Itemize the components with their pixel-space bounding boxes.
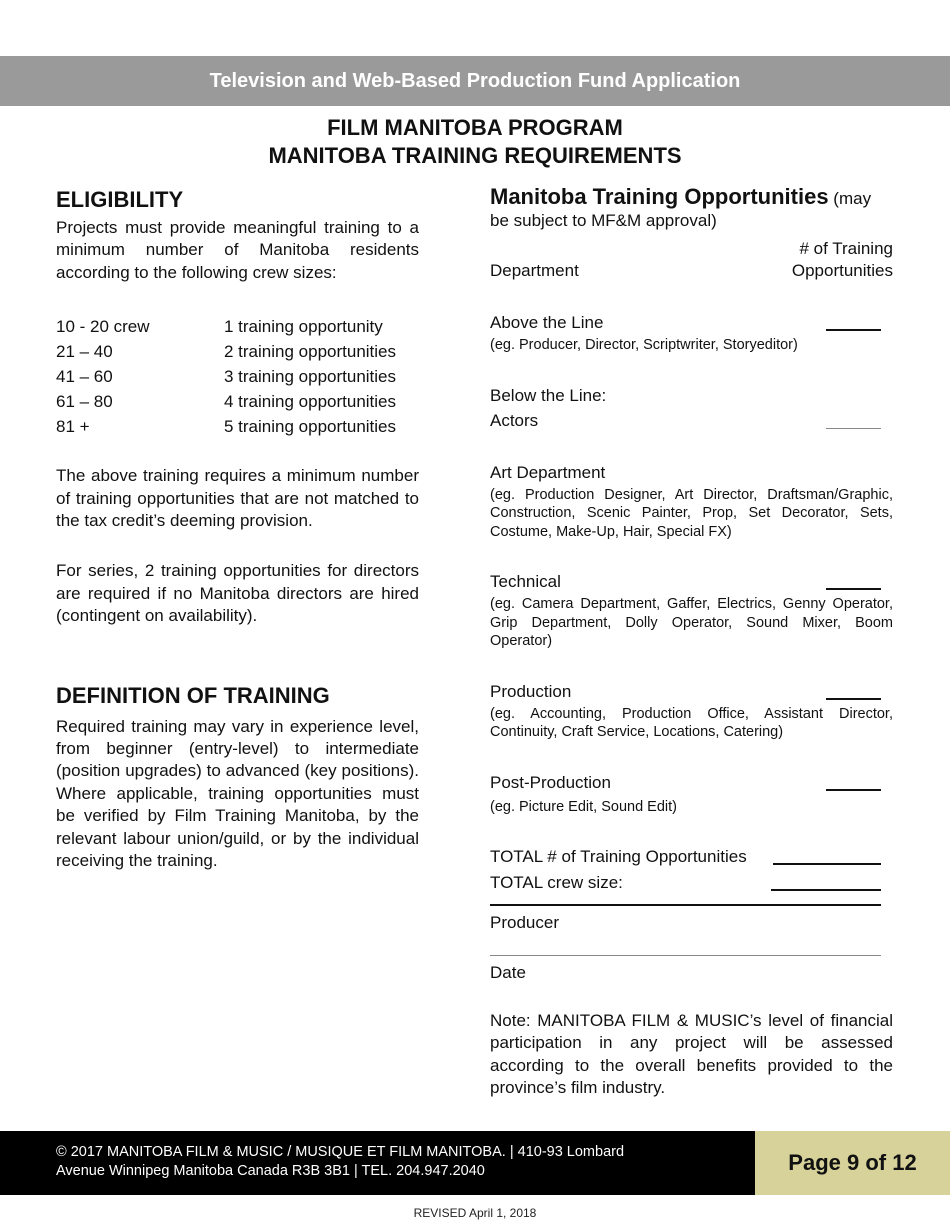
crew-row	[56, 314, 419, 339]
right-column	[490, 186, 893, 1100]
training-count: 5 training opportunities	[224, 417, 397, 437]
below-line-label: Below the Line:	[490, 385, 607, 405]
date-label: Date	[490, 963, 526, 982]
actors-label: Actors	[490, 410, 539, 430]
above-line-examples: (eg. Producer, Director, Scriptwriter, Storyeditor)	[490, 337, 798, 353]
footer-address	[56, 1143, 736, 1181]
above-line-blank[interactable]	[826, 329, 881, 331]
crew-row	[56, 414, 419, 439]
technical-examples: (eg. Camera Department, Gaffer, Electrics, Genny Operator, Grip Department, Dolly Operator, Sound Mixer, Boom Operator)	[490, 596, 893, 649]
definition-text: Required training may vary in experience level, from beginner (entry-level) to intermediate (position upgrades) to advanced (key positions). Where applicable, training opportunities must be verified by Film Training Manitoba, by the relevant labour union/guild, or by the individual receiving the training.	[56, 716, 419, 871]
actors-row	[490, 410, 893, 432]
footer	[0, 1131, 950, 1195]
total-training-row	[490, 846, 893, 868]
crew-size: 81 +	[56, 417, 90, 437]
art-dept-label: Art Department	[490, 462, 606, 482]
heading-note: (may be subject to MF&M approval)	[490, 189, 872, 230]
crew-size: 10 - 20 crew	[56, 317, 150, 337]
department-header: Department	[490, 261, 579, 280]
training-count-header	[792, 238, 893, 282]
total-training-blank[interactable]	[773, 863, 881, 865]
financial-note: Note: MANITOBA FILM & MUSIC’s level of financial participation in any project will be assessed according to the overall benefits provided to the province’s film industry.	[490, 1011, 893, 1098]
deeming-provision-text: The above training requires a minimum number of training opportunities that are not matched to the tax credit’s deeming provision.	[56, 466, 419, 531]
producer-label: Producer	[490, 913, 559, 932]
training-count: 2 training opportunities	[224, 342, 397, 362]
left-column	[56, 186, 419, 873]
training-count: 1 training opportunity	[224, 317, 383, 337]
series-directors-text: For series, 2 training opportunities for directors are required if no Manitoba directors are hired (contingent on availability).	[56, 561, 419, 626]
program-title: FILM MANITOBA PROGRAM	[327, 115, 623, 140]
technical-label: Technical	[490, 572, 561, 591]
training-opportunities-heading	[490, 186, 893, 232]
total-crew-label: TOTAL crew size:	[490, 873, 623, 892]
page-title	[0, 114, 950, 170]
heading-main: Manitoba Training Opportunities	[490, 184, 829, 209]
column-headers	[490, 234, 893, 284]
footer-line1: © 2017 MANITOBA FILM & MUSIC / MUSIQUE ET FILM MANITOBA. | 410-93 Lombard	[56, 1144, 625, 1160]
crew-row	[56, 339, 419, 364]
above-line-row	[490, 312, 893, 334]
producer-signature-line[interactable]	[490, 904, 881, 906]
total-training-label: TOTAL # of Training Opportunities	[490, 847, 747, 866]
production-label: Production	[490, 681, 572, 701]
art-dept-examples: (eg. Production Designer, Art Director, Draftsman/Graphic, Construction, Scenic Painter, Prop, Set Decorator, Sets, Costume, Make-Up, Hair, Special FX)	[490, 486, 893, 540]
eligibility-heading: ELIGIBILITY	[56, 187, 184, 212]
training-count: 3 training opportunities	[224, 367, 397, 387]
definition-heading: DEFINITION OF TRAINING	[56, 682, 330, 708]
crew-size: 41 – 60	[56, 367, 113, 387]
page-number: Page 9 of 12	[755, 1131, 950, 1195]
training-count: 4 training opportunities	[224, 392, 397, 412]
training-header-line2: Opportunities	[791, 261, 893, 280]
crew-size: 61 – 80	[56, 392, 113, 412]
post-production-label: Post-Production	[490, 772, 611, 792]
requirements-title: MANITOBA TRAINING REQUIREMENTS	[268, 143, 682, 168]
actors-blank[interactable]	[826, 428, 881, 429]
date-line[interactable]	[490, 955, 881, 956]
production-blank[interactable]	[826, 698, 881, 700]
post-production-blank[interactable]	[826, 789, 881, 791]
crew-size-table	[56, 314, 419, 439]
total-crew-blank[interactable]	[771, 889, 881, 891]
technical-row	[490, 571, 893, 593]
post-production-examples: (eg. Picture Edit, Sound Edit)	[490, 798, 677, 815]
revised-date: REVISED April 1, 2018	[413, 1206, 537, 1220]
eligibility-text: Projects must provide meaningful training to a minimum number of Manitoba residents according to the following crew sizes:	[56, 218, 419, 282]
header-banner: Television and Web-Based Production Fund Application	[0, 56, 950, 106]
above-line-label: Above the Line	[490, 313, 604, 332]
post-production-row	[490, 772, 893, 794]
crew-size: 21 – 40	[56, 342, 113, 362]
training-header-line1: # of Training	[799, 239, 893, 258]
crew-row	[56, 364, 419, 389]
production-row	[490, 681, 893, 703]
crew-row	[56, 389, 419, 414]
technical-blank[interactable]	[826, 588, 881, 590]
footer-line2: Avenue Winnipeg Manitoba Canada R3B 3B1 | TEL. 204.947.2040	[56, 1163, 485, 1179]
total-crew-row	[490, 872, 893, 894]
production-examples: (eg. Accounting, Production Office, Assistant Director, Continuity, Craft Service, Locations, Catering)	[490, 705, 893, 740]
